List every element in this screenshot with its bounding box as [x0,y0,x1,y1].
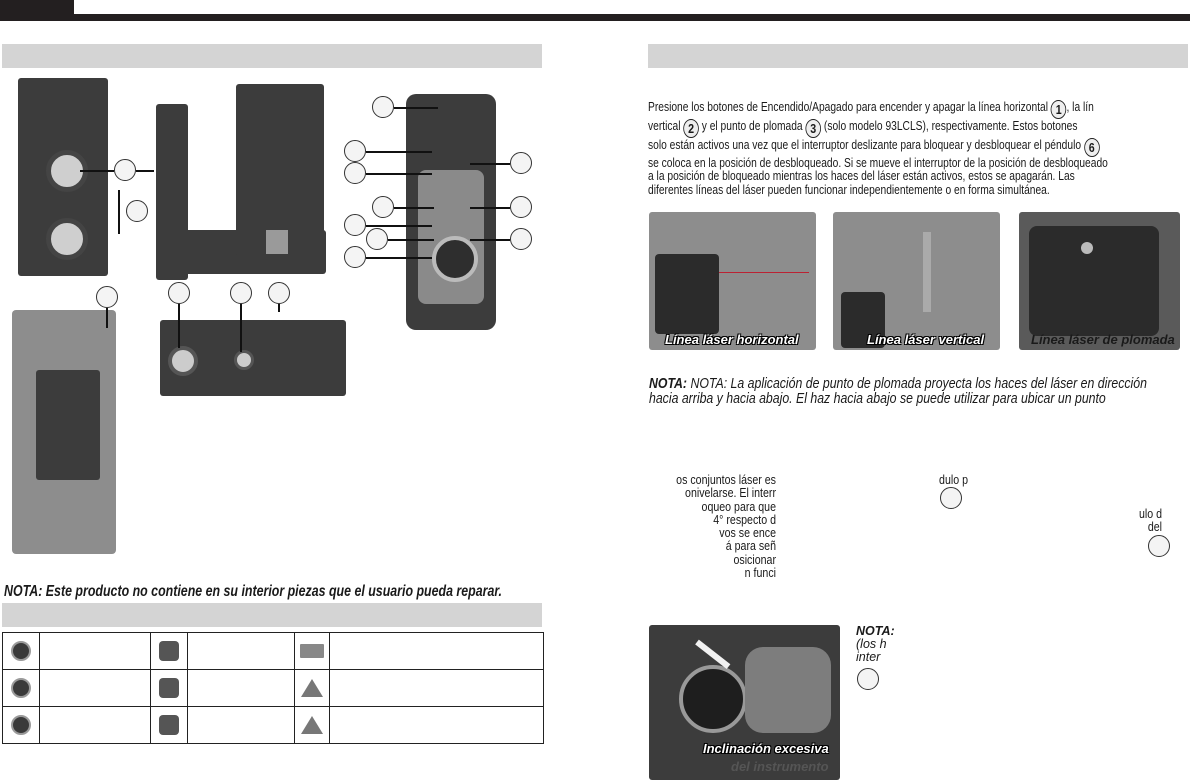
callout-circle [344,214,366,236]
left-section-bar [2,44,542,68]
plumb-dot-icon [11,715,31,735]
warning-icon [301,716,323,734]
left-nota: NOTA: Este producto no contiene en su interior piezas que el usuario pueda reparar. [4,583,502,600]
callout-circle [96,286,118,308]
photo-caption: Inclinación excesiva [703,741,829,756]
leader-line [470,207,510,209]
paragraph-text: solo están activos una vez que el interruptor deslizante para bloquear y desbloquear el péndulo [648,138,1082,152]
fragment-column-left [650,474,776,580]
table-row [3,670,544,707]
leader-line [394,207,434,209]
callout-circle [372,196,394,218]
leader-line [366,173,432,175]
leader-line [366,151,432,153]
nota-text: NOTA: [856,624,895,638]
leader-line [278,304,280,312]
photo-vertical-line [833,212,1000,350]
photo-plumb-dot [1019,212,1180,350]
callout-circle [168,282,190,304]
top-lens [432,236,478,282]
fragment-text: onivelarse. El interr [685,486,776,501]
laser-unit [655,254,719,334]
fragment-text: vos se ence [719,526,776,541]
callout-circle [1148,535,1170,557]
header-rule [0,14,1190,21]
table-cell [151,670,188,707]
bottom-thread [168,346,198,376]
table-cell [188,633,295,670]
nota-text: NOTA: La aplicación de punto de plomada proyecta los haces del láser en dirección [690,375,1147,392]
table-row [3,707,544,744]
fragment-text: 4° respecto d [713,512,776,527]
paragraph-text: Presione los botones de Encendido/Apagado para encender y apagar la línea horizontal [648,100,1049,114]
table-row [3,633,544,670]
table-cell [330,633,544,670]
product-figures [0,70,545,580]
number-circle-1: 1 [1051,100,1067,119]
table-cell [295,670,330,707]
table-cell [188,670,295,707]
photo-horizontal-line [649,212,816,350]
table-cell [151,707,188,744]
callout-circle [344,140,366,162]
leader-line [178,304,180,348]
leader-line [240,304,242,352]
door-frame [923,232,931,312]
fragment-text: á para señ [725,539,776,554]
paragraph-text: se coloca en la posición de desbloqueado. Si se mueve el interruptor de la posición de desbloqueado [648,156,1108,170]
fragment-column-right [1120,508,1162,535]
photo-caption: Línea láser de plomada [1031,332,1175,347]
table-cell [3,633,40,670]
right-section-bar [648,44,1188,68]
callout-circle [268,282,290,304]
leader-line [118,190,120,234]
front-button-bottom [46,218,88,260]
table-cell [330,670,544,707]
leader-line [366,225,432,227]
callout-circle [126,200,148,222]
fragment-text: dulo p [939,473,968,487]
battery-door-icon [159,678,179,698]
fragment-text: del [1147,520,1162,535]
callout-circle [857,668,879,690]
paragraph-text: vertical [648,119,681,133]
fragment-text: ulo d [1138,507,1162,521]
table-cell [3,670,40,707]
table-cell [40,707,151,744]
leader-line [394,107,438,109]
table-cell [188,707,295,744]
symbols-section-bar [2,603,542,627]
nota-line-2: hacia arriba y hacia abajo. El haz hacia abajo se puede utilizar para ubicar un punto [649,390,1106,407]
table-cell [3,707,40,744]
leader-line [388,239,434,241]
callout-circle [510,152,532,174]
fragment-text: oqueo para que [701,499,776,514]
table-cell [330,707,544,744]
photo-caption: Línea láser vertical [867,332,985,347]
power-button-icon [11,641,31,661]
nota-line-1: NOTA: NOTA: La aplicación de punto de plomada proyecta los haces del láser en dirección [649,375,1147,392]
number-circle-3: 3 [805,119,821,138]
callout-circle [510,196,532,218]
laser-unit [1029,226,1159,336]
tilt-nota [856,625,895,664]
callout-circle [344,162,366,184]
table-cell [295,707,330,744]
operation-paragraph [648,100,1190,197]
nota-text: inter [856,650,881,664]
fragment-text: osicionar [733,552,776,567]
callout-circle [940,487,962,509]
symbols-table [2,632,544,744]
callout-circle [510,228,532,250]
callout-circle [366,228,388,250]
leader-line [136,170,154,172]
leader-line [80,170,114,172]
bracket-clamp [36,370,100,480]
photo-caption: del instrumento [731,759,829,774]
table-cell [40,670,151,707]
paragraph-text: , la lín [1066,100,1094,114]
side-window [266,230,288,254]
horizontal-line-icon [11,678,31,698]
laser-line [719,272,809,273]
leader-line [470,239,510,241]
table-cell [40,633,151,670]
callout-circle [372,96,394,118]
paragraph-text: (solo modelo 93LCLS), respectivamente. Estos botones [823,119,1078,133]
tilt-panel [745,647,831,733]
photo-caption: Línea láser horizontal [665,332,799,347]
callout-circle [230,282,252,304]
paragraph-text: diferentes líneas del láser pueden funcionar independientemente o en forma simultánea. [648,182,1050,197]
paragraph-text: y el punto de plomada [701,119,803,133]
fragment-text: os conjuntos láser es [676,473,776,487]
photo-tilt-indicator [649,625,840,780]
bottom-hole [234,350,254,370]
paragraph-text: a la posición de bloqueado mientras los haces del láser están activos, estos se apagarán. Las [648,169,1075,184]
table-cell [151,633,188,670]
laser-warning-icon [301,679,323,697]
leader-line [106,308,108,328]
nota-text: (los h [856,637,887,651]
plumb-nota [649,376,1190,406]
batteries-icon [159,715,179,735]
leader-line [366,257,432,259]
table-cell [295,633,330,670]
ip54-rating-icon [300,644,324,658]
callout-circle [114,159,136,181]
number-circle-6: 6 [1084,138,1100,157]
plumb-lens [1081,242,1093,254]
callout-circle [344,246,366,268]
leader-line [470,163,510,165]
battery-icon [159,641,179,661]
tilt-lens [679,665,747,733]
fragment-text: n funci [744,566,776,581]
number-circle-2: 2 [683,119,699,138]
